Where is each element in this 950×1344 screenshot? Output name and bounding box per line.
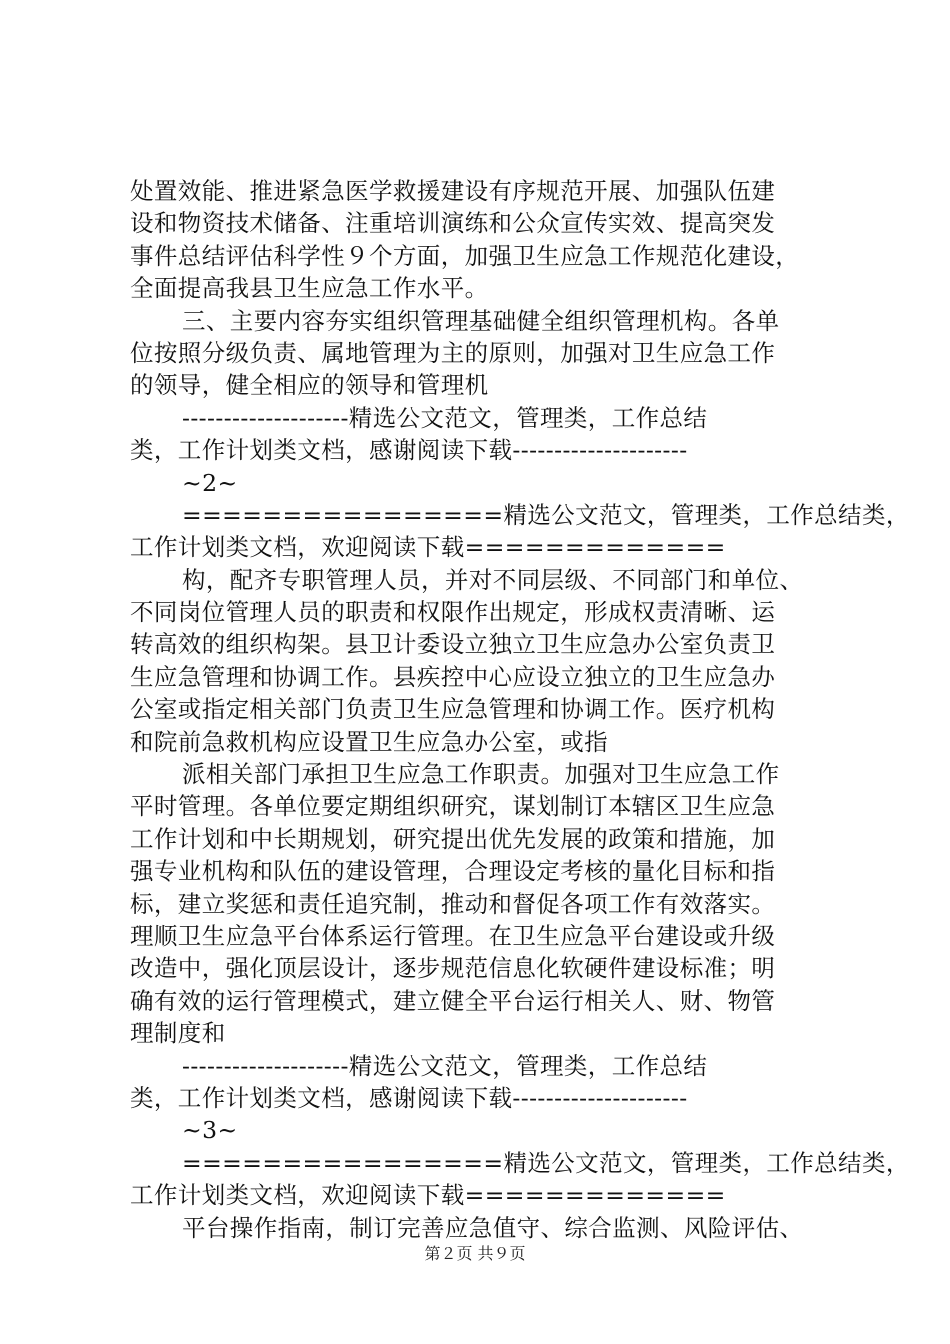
text-line: 转高效的组织构架。县卫计委设立独立卫生应急办公室负责卫: [130, 630, 776, 659]
text-line: 派相关部门承担卫生应急工作职责。加强对卫生应急工作: [182, 760, 780, 789]
document-body: [130, 175, 910, 1244]
text-line: ~2~: [182, 468, 238, 497]
text-line: 平时管理。各单位要定期组织研究，谋划制订本辖区卫生应急: [130, 792, 776, 821]
text-line: 工作计划类文档，欢迎阅读下载=============: [130, 533, 726, 562]
text-line: 类，工作计划类文档，感谢阅读下载---------------------: [130, 1083, 688, 1112]
text-line: 处置效能、推进紧急医学救援建设有序规范开展、加强队伍建: [130, 177, 776, 205]
text-line: --------------------精选公文范文，管理类，工作总结: [182, 1051, 708, 1080]
text-line: ================精选公文范文，管理类，工作总结类，: [182, 500, 910, 529]
text-line: 类，工作计划类文档，感谢阅读下载---------------------: [130, 436, 688, 465]
text-line: 位按照分级负责、属地管理为主的原则，加强对卫生应急工作: [130, 338, 776, 367]
text-line: 设和物资技术储备、注重培训演练和公众宣传实效、提高突发: [130, 209, 776, 238]
text-line: 确有效的运行管理模式，建立健全平台运行相关人、财、物管: [130, 986, 776, 1015]
text-line: 工作计划和中长期规划，研究提出优先发展的政策和措施，加: [130, 824, 776, 853]
text-line: 公室或指定相关部门负责卫生应急管理和协调工作。医疗机构: [130, 695, 776, 724]
text-line: --------------------精选公文范文，管理类，工作总结: [182, 403, 708, 432]
text-line: 三、主要内容夯实组织管理基础健全组织管理机构。各单: [182, 306, 780, 335]
text-line: 改造中，强化顶层设计，逐步规范信息化软硬件建设标准；明: [130, 954, 776, 983]
text-line: 和院前急救机构应设置卫生应急办公室，或指: [130, 727, 608, 756]
text-line: 不同岗位管理人员的职责和权限作出规定，形成权责清晰、运: [130, 598, 776, 627]
text-line: ================精选公文范文，管理类，工作总结类，: [182, 1148, 910, 1177]
text-line: 生应急管理和协调工作。县疾控中心应设立独立的卫生应急办: [130, 662, 776, 691]
text-line: ~3~: [182, 1116, 238, 1145]
text-line: 标，建立奖惩和责任追究制，推动和督促各项工作有效落实。: [130, 889, 776, 918]
text-line: 全面提高我县卫生应急工作水平。: [130, 274, 489, 303]
text-line: 理制度和: [130, 1019, 226, 1048]
text-line: 的领导，健全相应的领导和管理机: [130, 371, 489, 400]
text-line: 强专业机构和队伍的建设管理，合理设定考核的量化目标和指: [130, 857, 776, 886]
text-line: 构，配齐专职管理人员，并对不同层级、不同部门和单位、: [182, 565, 804, 594]
text-line: 工作计划类文档，欢迎阅读下载=============: [130, 1181, 726, 1210]
text-line: 理顺卫生应急平台体系运行管理。在卫生应急平台建设或升级: [130, 921, 776, 950]
text-line: 事件总结评估科学性９个方面，加强卫生应急工作规范化建设，: [130, 241, 800, 270]
text-line: 平台操作指南，制订完善应急值守、综合监测、风险评估、: [182, 1213, 804, 1242]
page-number-footer: 第２页 共９页: [424, 1244, 526, 1263]
